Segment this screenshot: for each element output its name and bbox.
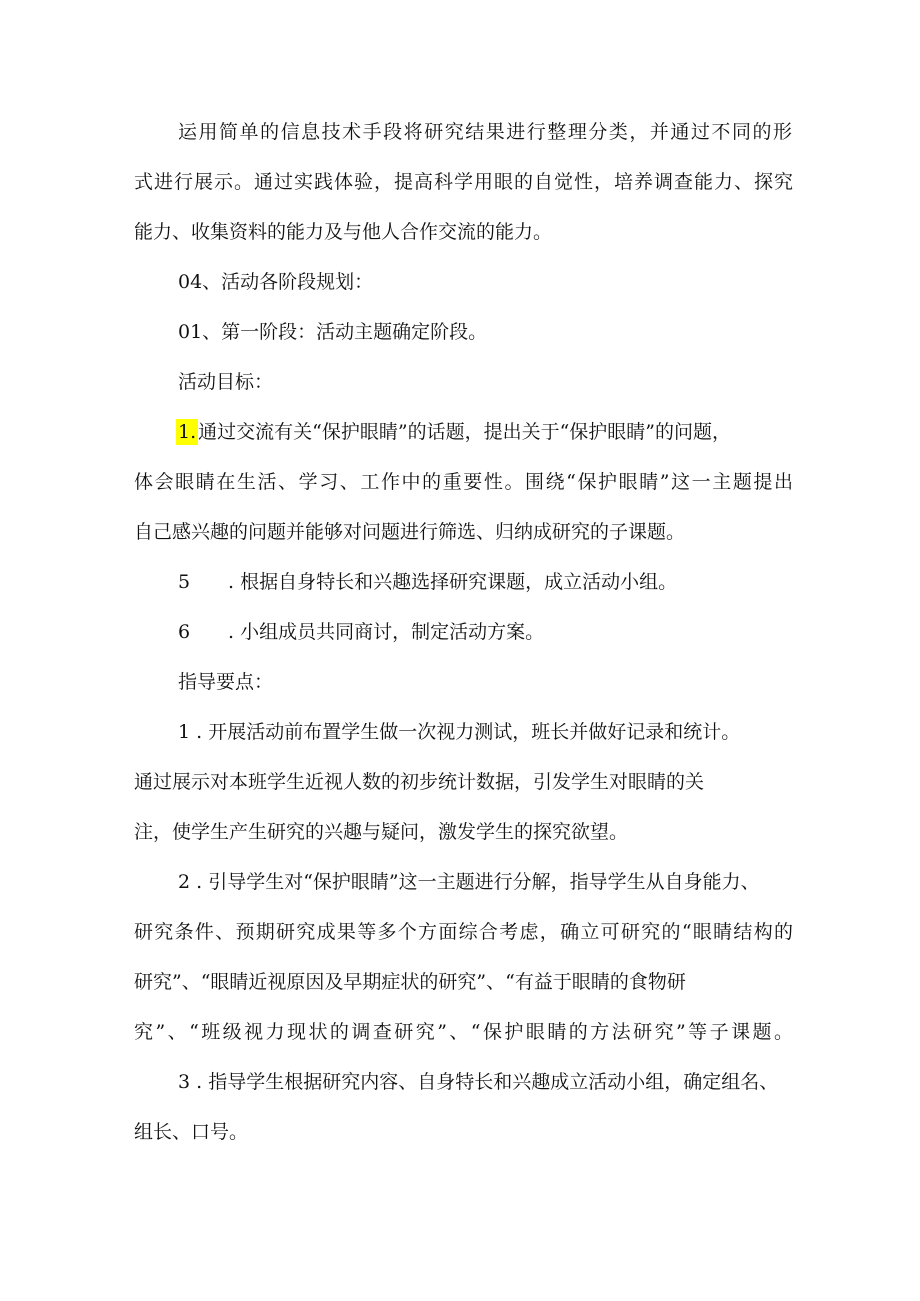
guide-item-3: 3 . 指导学生根据研究内容、自身特长和兴趣成立活动小组，确定组名、 — [178, 1071, 779, 1093]
paragraph-line: 自己感兴趣的问题并能够对问题进行筛选、归纳成研究的子课题。 — [134, 521, 686, 543]
paragraph-line: 通过展示对本班学生近视人数的初步统计数据，引发学生对眼睛的关 — [134, 771, 705, 793]
item-number: 5 — [178, 571, 191, 593]
guide-item-2: 2 . 引导学生对“保护眼睛”这一主题进行分解，指导学生从自身能力、 — [178, 871, 760, 893]
paragraph-line: 体会眼睛在生活、学习、工作中的重要性。围绕“保护眼睛”这一主题提出 — [134, 471, 793, 493]
paragraph-line: 组长、口号。 — [134, 1121, 249, 1143]
paragraph-line: 式进行展示。通过实践体验，提高科学用眼的自觉性，培养调查能力、探究 — [134, 171, 793, 193]
goal-item-1 — [176, 420, 794, 444]
highlighted-number: 1. — [178, 421, 197, 443]
goal-item-3 — [178, 620, 544, 644]
goal-item-2 — [178, 570, 677, 594]
goal-heading: 活动目标： — [178, 371, 274, 393]
paragraph-line: 注，使学生产生研究的兴趣与疑问，激发学生的探究欲望。 — [134, 821, 629, 843]
stage-heading: 01、第一阶段：活动主题确定阶段。 — [178, 321, 488, 343]
paragraph-line: 研究条件、预期研究成果等多个方面综合考虑，确立可研究的“眼睛结构的 — [134, 921, 793, 943]
guide-item-1: 1 . 开展活动前布置学生做一次视力测试，班长并做好记录和统计。 — [178, 721, 741, 743]
section-heading: 04、活动各阶段规划： — [178, 271, 374, 293]
paragraph-line: 究”、“班级视力现状的调查研究”、“保护眼睛的方法研究”等子课题。 — [134, 1021, 793, 1043]
paragraph-line: 研究”、“眼睛近视原因及早期症状的研究”、“有益于眼睛的食物研 — [134, 971, 686, 993]
goal-item-text: . 根据自身特长和兴趣选择研究课题，成立活动小组。 — [228, 571, 678, 593]
item-number: 6 — [178, 621, 191, 643]
paragraph-line: 能力、收集资料的能力及与他人合作交流的能力。 — [134, 221, 553, 243]
guide-heading: 指导要点： — [178, 671, 274, 693]
goal-item-text: 通过交流有关“保护眼睛”的话题，提出关于“保护眼睛”的问题， — [198, 421, 731, 443]
goal-item-text: . 小组成员共同商讨，制定活动方案。 — [228, 621, 545, 643]
paragraph-line: 运用简单的信息技术手段将研究结果进行整理分类，并通过不同的形 — [178, 121, 792, 143]
